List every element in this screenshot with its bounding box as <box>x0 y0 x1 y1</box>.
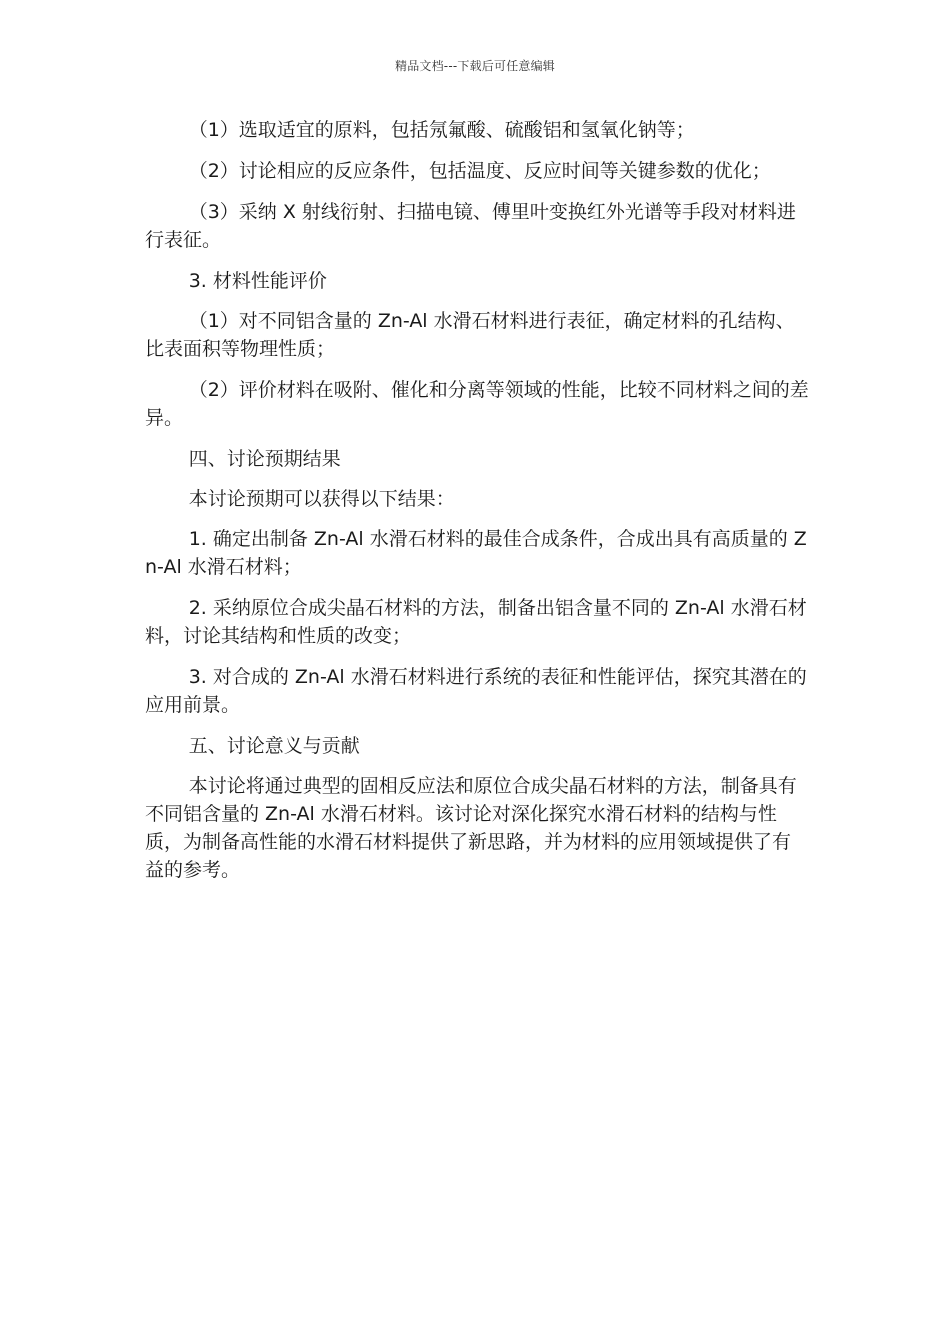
paragraph-pore-structure: （1）对不同铝含量的 Zn-Al 水滑石材料进行表征，确定材料的孔结构、比表面积等物理性质； <box>145 310 795 360</box>
heading-significance: 五、讨论意义与贡献 <box>188 735 360 757</box>
paragraph-evaluate-performance: （2）评价材料在吸附、催化和分离等领域的性能，比较不同材料之间的差异。 <box>145 379 809 429</box>
document-body <box>145 116 809 897</box>
heading-expected-results: 四、讨论预期结果 <box>188 448 341 470</box>
paragraph-characterization: （3）采纳 X 射线衍射、扫描电镜、傅里叶变换红外光谱等手段对材料进行表征。 <box>145 201 796 251</box>
page-header: 精品文档---下载后可任意编辑 <box>395 59 555 73</box>
paragraph-reaction-conditions: （2）讨论相应的反应条件，包括温度、反应时间等关键参数的优化； <box>188 160 771 182</box>
paragraph-result-3: 3. 对合成的 Zn-Al 水滑石材料进行系统的表征和性能评估，探究其潜在的应用前景。 <box>145 666 807 716</box>
paragraph-result-2: 2. 采纳原位合成尖晶石材料的方法，制备出铝含量不同的 Zn-Al 水滑石材料，讨论其结构和性质的改变； <box>145 597 807 647</box>
heading-performance-evaluation: 3. 材料性能评价 <box>188 270 327 292</box>
paragraph-significance: 本讨论将通过典型的固相反应法和原位合成尖晶石材料的方法，制备具有不同铝含量的 Zn-Al 水滑石材料。该讨论对深化探究水滑石材料的结构与性质，为制备高性能的水滑石材料提供了新思路，并为材料的应用领域提供了有益的参考。 <box>145 775 797 881</box>
paragraph-raw-materials: （1）选取适宜的原料，包括氖氟酸、硫酸铝和氢氧化钠等； <box>188 119 695 141</box>
paragraph-results-intro: 本讨论预期可以获得以下结果： <box>188 488 455 510</box>
paragraph-result-1: 1. 确定出制备 Zn-Al 水滑石材料的最佳合成条件，合成出具有高质量的 Zn-Al 水滑石材料； <box>145 528 807 578</box>
